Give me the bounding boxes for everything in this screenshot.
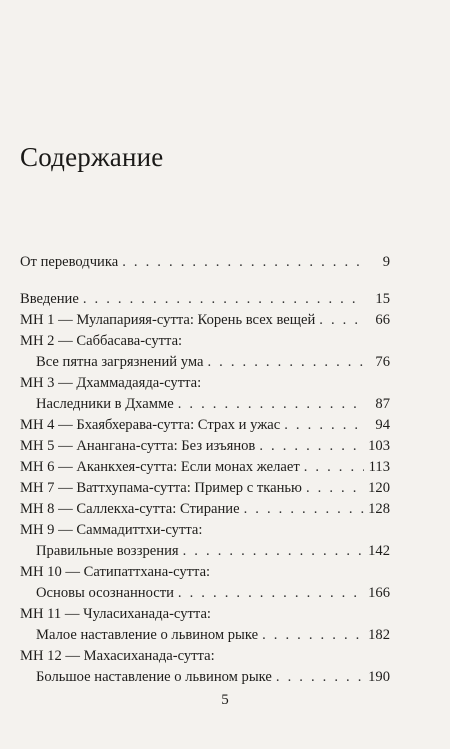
toc-entry-title: МН 5 — Анангана-сутта: Без изъянов (20, 438, 256, 454)
dot-leader (244, 499, 364, 520)
page-title: Содержание (20, 142, 164, 172)
toc-entry (20, 520, 390, 562)
toc-entry (20, 499, 390, 520)
table-of-contents (20, 252, 390, 688)
toc-entry-page: 66 (375, 312, 390, 328)
dot-leader (262, 625, 364, 646)
toc-entry-page: 103 (368, 438, 390, 454)
toc-entry-title: МН 8 — Саллекха-сутта: Стирание (20, 501, 240, 517)
toc-entry (20, 331, 390, 373)
toc-entry-title: МН 6 — Аканкхея-сутта: Если монах желает (20, 459, 300, 475)
dot-leader (319, 310, 364, 331)
dot-leader (178, 394, 364, 415)
toc-entry-title: МН 9 — Саммадиттхи-сутта: (20, 522, 203, 538)
dot-leader (83, 289, 364, 310)
toc-entry-page: 113 (368, 459, 390, 475)
toc-entry-title: Введение (20, 291, 79, 307)
toc-entry-title: МН 2 — Саббасава-сутта: (20, 333, 183, 349)
toc-entry-subtitle: Правильные воззрения (36, 543, 179, 559)
dot-leader (259, 436, 364, 457)
toc-entry-page: 94 (375, 417, 390, 433)
toc-entry-title: МН 12 — Махасиханада-сутта: (20, 648, 215, 664)
toc-entry-page: 120 (368, 480, 390, 496)
toc-entry-page: 128 (368, 501, 390, 517)
toc-entry-subtitle: Основы осознанности (36, 585, 174, 601)
page-number: 5 (221, 692, 229, 708)
toc-entry-title: МН 3 — Дхаммадаяда-сутта: (20, 375, 202, 391)
dot-leader (284, 415, 364, 436)
toc-entry-page: 182 (368, 627, 390, 643)
toc-entry (20, 436, 390, 457)
dot-leader (207, 352, 364, 373)
toc-entry (20, 646, 390, 688)
toc-entry (20, 457, 390, 478)
toc-entry-page: 190 (368, 669, 390, 685)
dot-leader (183, 541, 364, 562)
toc-entry-title: От переводчика (20, 254, 119, 270)
dot-leader (304, 457, 364, 478)
toc-entry (20, 310, 390, 331)
toc-entry-subtitle: Все пятна загрязнений ума (36, 354, 204, 370)
toc-entry (20, 252, 390, 273)
toc-entry (20, 604, 390, 646)
toc-entry (20, 289, 390, 310)
dot-leader (178, 583, 364, 604)
toc-entry-page: 9 (382, 254, 390, 270)
toc-entry-page: 87 (375, 396, 390, 412)
toc-entry (20, 373, 390, 415)
toc-entry (20, 415, 390, 436)
dot-leader (122, 252, 364, 273)
toc-entry (20, 562, 390, 604)
toc-entry-subtitle: Наследники в Дхамме (36, 396, 174, 412)
toc-entry-subtitle: Малое наставление о львином рыке (36, 627, 259, 643)
dot-leader (306, 478, 364, 499)
dot-leader (276, 667, 364, 688)
toc-entry-title: МН 7 — Ваттхупама-сутта: Пример с тканью (20, 480, 302, 496)
toc-entry-title: МН 11 — Чуласиханада-сутта: (20, 606, 211, 622)
toc-entry (20, 478, 390, 499)
toc-entry-page: 15 (375, 291, 390, 307)
toc-entry-title: МН 1 — Мулапарияя-сутта: Корень всех вещей (20, 312, 316, 328)
toc-entry-subtitle: Большое наставление о львином рыке (36, 669, 272, 685)
toc-entry-title: МН 10 — Сатипаттхана-сутта: (20, 564, 211, 580)
toc-entry-title: МН 4 — Бхаябхерава-сутта: Страх и ужас (20, 417, 281, 433)
toc-entry-page: 142 (368, 543, 390, 559)
toc-entry-page: 76 (375, 354, 390, 370)
toc-entry-page: 166 (368, 585, 390, 601)
